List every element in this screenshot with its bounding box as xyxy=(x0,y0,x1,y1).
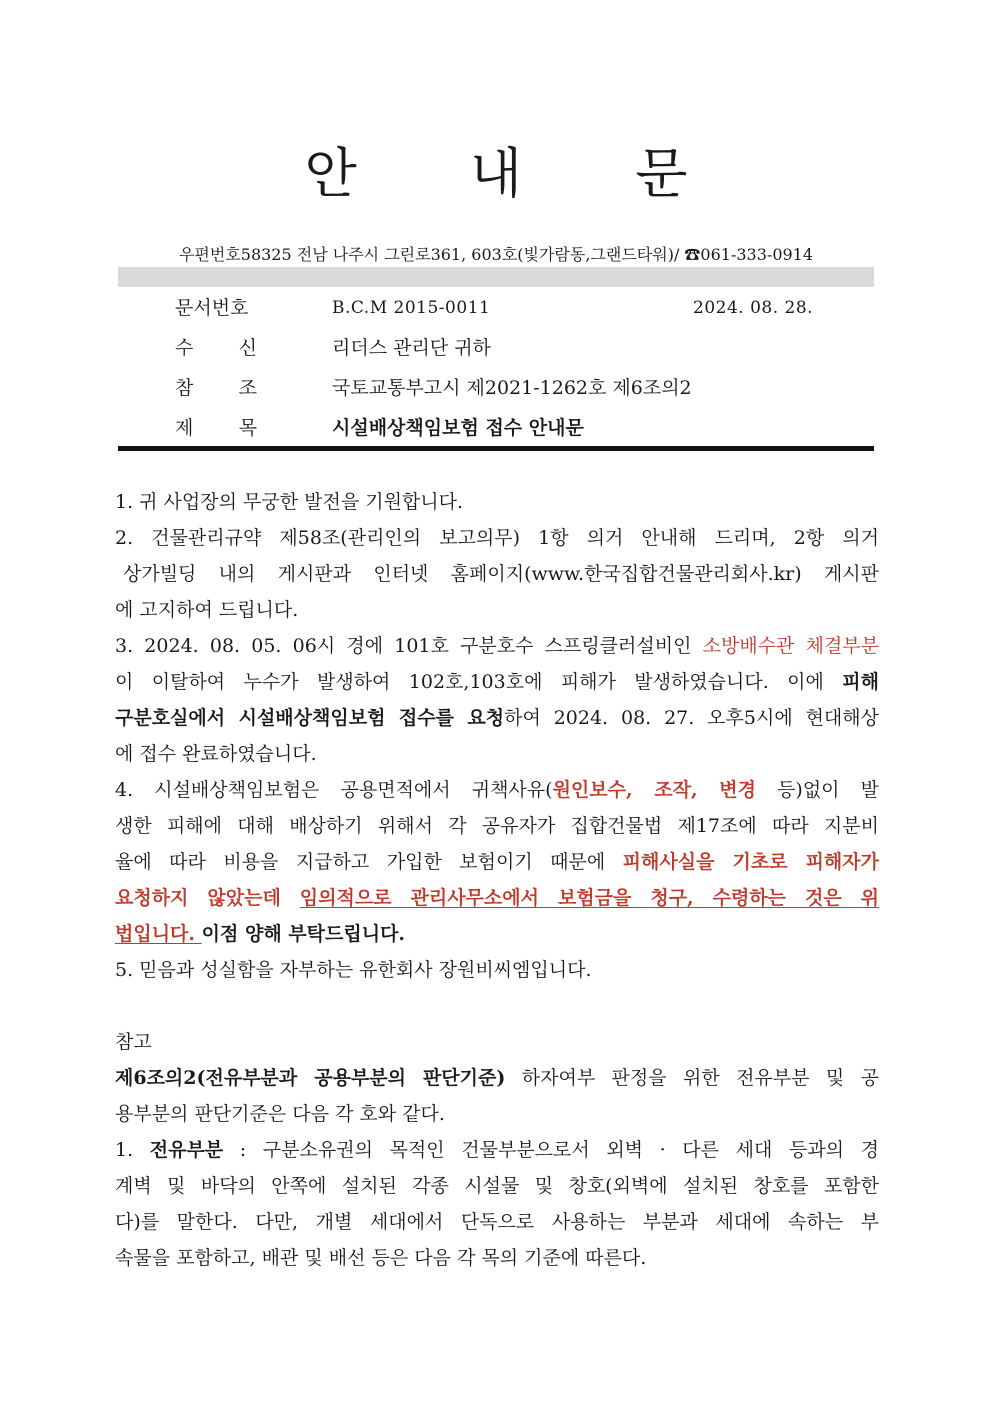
reference-term: 전유부분 xyxy=(149,1139,224,1161)
item-4-line xyxy=(115,772,879,808)
item-4-text: 율에 따라 비용을 지급하고 가입한 보험이기 때문에 xyxy=(115,851,623,873)
item-4-line xyxy=(115,880,879,916)
reference-line xyxy=(115,1132,879,1168)
doc-number: B.C.M 2015-0011 xyxy=(332,298,491,318)
reference-row xyxy=(175,373,875,403)
item-4-text: 등)없이 발 xyxy=(755,779,879,801)
item-3-text: 3. 2024. 08. 05. 06시 경에 101호 구분호수 스프링클러설비인 xyxy=(115,635,703,657)
item-2-line: 2. 건물관리규약 제58조(관리인의 보고의무) 1항 의거 안내해 드리며, 2항 의거 xyxy=(115,527,879,549)
document-title: 안 내 문 xyxy=(304,142,736,205)
recipient: 리더스 관리단 귀하 xyxy=(332,337,491,359)
recipient-label xyxy=(175,333,257,363)
header-thick-rule xyxy=(118,446,874,451)
reference: 국토교통부고시 제2021-1262호 제6조의2 xyxy=(332,377,692,399)
notice-body xyxy=(115,484,879,988)
item-3-highlight: 소방배수관 체결부분 xyxy=(702,635,880,657)
doc-number-label: 문서번호 xyxy=(175,297,249,319)
item-4-line: 생한 피해에 대해 배상하기 위해서 각 공유자가 집합건물법 제17조에 따라 지분비 xyxy=(115,815,879,837)
item-4-line xyxy=(115,844,879,880)
subject-label-char: 제 xyxy=(175,417,194,439)
header-divider-bar xyxy=(118,267,874,287)
reference-heading: 참고 xyxy=(115,1031,152,1053)
reference-line: 용부분의 판단기준은 다음 각 호와 같다. xyxy=(115,1103,445,1125)
item-4-highlight: 원인보수, 조작, 변경 xyxy=(552,779,756,801)
item-2-line: 에 고지하여 드립니다. xyxy=(115,599,299,621)
item-4-underlined-warning: 임의적으로 관리사무소에서 보험금을 청구, 수령하는 것은 위 xyxy=(299,887,880,909)
item-4-text: 4. 시설배상책임보험은 공용면적에서 귀책사유( xyxy=(115,779,553,801)
item-4-underlined-warning: 법입니다. xyxy=(115,923,202,945)
reference-line xyxy=(115,1060,879,1096)
item-4-highlight: 요청하지 않았는데 xyxy=(115,887,300,909)
reference-section xyxy=(115,1024,879,1276)
item-3-line: 에 접수 완료하였습니다. xyxy=(115,743,317,765)
subject-label-char: 목 xyxy=(238,417,257,439)
reference-label-char: 조 xyxy=(238,377,257,399)
subject-label xyxy=(175,413,257,443)
reference-text: : 구분소유권의 목적인 건물부분으로서 외벽 · 다른 세대 등과의 경 xyxy=(223,1139,879,1161)
recipient-row xyxy=(175,333,875,363)
reference-article-title: 제6조의2(전유부분과 공용부분의 판단기준) xyxy=(115,1067,506,1089)
item-4-bold: 이점 양해 부탁드립니다. xyxy=(201,923,406,945)
doc-number-row xyxy=(175,293,875,323)
item-3-line xyxy=(115,628,879,664)
item-3-text: 이 이탈하여 누수가 발생하여 102호,103호에 피해가 발생하였습니다. 이에 xyxy=(115,671,843,693)
item-4-highlight: 피해사실을 기초로 피해자가 xyxy=(622,851,879,873)
reference-text: 하자여부 판정을 위한 전유부분 및 공 xyxy=(505,1067,879,1089)
subject-row xyxy=(175,413,875,443)
recipient-label-char: 신 xyxy=(238,337,257,359)
reference-line: 다)를 말한다. 다만, 개별 세대에서 단독으로 사용하는 부분과 세대에 속하는 부 xyxy=(115,1211,879,1233)
item-3-bold: 구분호실에서 시설배상책임보험 접수를 요청 xyxy=(115,707,505,729)
item-2-line: 상가빌딩 내의 게시판과 인터넷 홈페이지(www.한국집합건물관리회사.kr) 게시판 xyxy=(123,563,879,585)
item-3-text: 하여 2024. 08. 27. 오후5시에 현대해상 xyxy=(504,707,879,729)
subject: 시설배상책임보험 접수 안내문 xyxy=(332,417,584,439)
reference-line: 속물을 포함하고, 배관 및 배선 등은 다음 각 목의 기준에 따른다. xyxy=(115,1247,647,1269)
reference-line: 계벽 및 바닥의 안쪽에 설치된 각종 시설물 및 창호(외벽에 설치된 창호를 포함한 xyxy=(115,1175,879,1197)
reference-label xyxy=(175,373,257,403)
doc-date: 2024. 08. 28. xyxy=(693,298,814,318)
item-5: 5. 믿음과 성실함을 자부하는 유한회사 장원비씨엠입니다. xyxy=(115,959,592,981)
reference-label-char: 참 xyxy=(175,377,194,399)
item-1: 1. 귀 사업장의 무궁한 발전을 기원합니다. xyxy=(115,491,464,513)
recipient-label-char: 수 xyxy=(175,337,194,359)
item-4-line xyxy=(115,916,879,952)
reference-item-number: 1. xyxy=(115,1139,150,1161)
item-3-line xyxy=(115,700,879,736)
sender-address: 우편번호58325 전남 나주시 그린로361, 603호(빛가람동,그랜드타워)/ ☎061-333-0914 xyxy=(178,245,814,264)
item-3-line xyxy=(115,664,879,700)
item-3-bold: 피해 xyxy=(842,671,879,693)
